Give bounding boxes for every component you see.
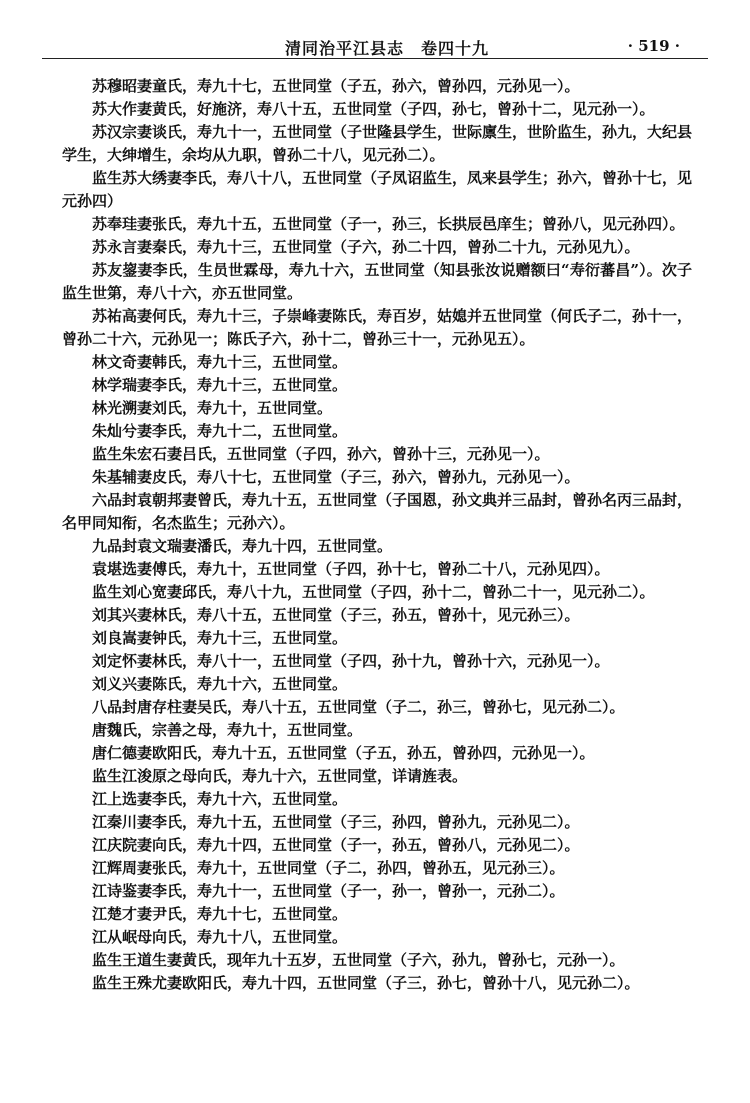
entry: 林光溯妻刘氏，寿九十，五世同堂。: [92, 399, 333, 417]
entry: 刘良嵩妻钟氏，寿九十三，五世同堂。: [92, 629, 348, 647]
entry: 朱灿兮妻李氏，寿九十二，五世同堂。: [92, 422, 348, 440]
entry: 林文奇妻韩氏，寿九十三，五世同堂。: [92, 353, 348, 371]
entry: 监生苏大绣妻李氏，寿八十八，五世同堂（子凤诏监生，凤来县学生；孙六，曾孙十七，见元孙四）: [62, 169, 693, 210]
entry: 朱基辅妻皮氏，寿八十七，五世同堂（子三，孙六，曾孙九，元孙见一）。: [92, 468, 580, 486]
entry: 江辉周妻张氏，寿九十，五世同堂（子二，孙四，曾孙五，见元孙三）。: [92, 859, 565, 877]
entry: 刘义兴妻陈氏，寿九十六，五世同堂。: [92, 675, 348, 693]
entry: 刘其兴妻林氏，寿八十五，五世同堂（子三，孙五，曾孙十，见元孙三）。: [92, 606, 580, 624]
entry: 苏汉宗妻谈氏，寿九十一，五世同堂（子世隆县学生，世际廪生，世阶监生，孙九，大纪县学生，大绅增生，余均从九职，曾孙二十八，见元孙二）。: [62, 123, 693, 164]
page-header: [30, 34, 720, 60]
page-number: · 519 ·: [627, 37, 680, 55]
entry: 苏大作妻黄氏，好施济，寿八十五，五世同堂（子四，孙七，曾孙十二，见元孙一）。: [92, 100, 655, 118]
entry: 八品封唐存柱妻吴氏，寿八十五，五世同堂（子二，孙三，曾孙七，见元孙二）。: [92, 698, 625, 716]
entry: 苏穆昭妻童氏，寿九十七，五世同堂（子五，孙六，曾孙四，元孙见一）。: [92, 77, 580, 95]
entry: 江庆院妻向氏，寿九十四，五世同堂（子一，孙五，曾孙八，元孙见二）。: [92, 836, 580, 854]
entry: 江上选妻李氏，寿九十六，五世同堂。: [92, 790, 348, 808]
entry: 袁堪选妻傅氏，寿九十，五世同堂（子四，孙十七，曾孙二十八，元孙见四）。: [92, 560, 610, 578]
entry: 苏友鋆妻李氏，生员世霖母，寿九十六，五世同堂（知县张汝说赠额曰“寿衍蕃昌”）。次子监生世第，寿八十六，亦五世同堂。: [62, 261, 692, 302]
entry: 苏永言妻秦氏，寿九十三，五世同堂（子六，孙二十四，曾孙二十九，元孙见九）。: [92, 238, 640, 256]
entry: 苏奉珪妻张氏，寿九十五，五世同堂（子一，孙三，长拱辰邑庠生；曾孙八，见元孙四）。: [92, 215, 685, 233]
entry: 唐仁德妻欧阳氏，寿九十五，五世同堂（子五，孙五，曾孙四，元孙见一）。: [92, 744, 595, 762]
entry: 刘定怀妻林氏，寿八十一，五世同堂（子四，孙十九，曾孙十六，元孙见一）。: [92, 652, 610, 670]
header-title: 清同治平江县志 卷四十九: [285, 39, 490, 58]
entry: 江从岷母向氏，寿九十八，五世同堂。: [92, 928, 348, 946]
entry: 江楚才妻尹氏，寿九十七，五世同堂。: [92, 905, 348, 923]
entry: 林学瑞妻李氏，寿九十三，五世同堂。: [92, 376, 348, 394]
entry: 监生江浚原之母向氏，寿九十六，五世同堂，详请旌表。: [92, 767, 468, 785]
entry: 监生刘心宽妻邱氏，寿八十九，五世同堂（子四，孙十二，曾孙二十一，见元孙二）。: [92, 583, 655, 601]
header-rule: [42, 58, 708, 59]
entry: 唐魏氏，宗善之母，寿九十，五世同堂。: [92, 721, 363, 739]
entry: 监生王殊尤妻欧阳氏，寿九十四，五世同堂（子三，孙七，曾孙十八，见元孙二）。: [92, 974, 640, 992]
entry: 江秦川妻李氏，寿九十五，五世同堂（子三，孙四，曾孙九，元孙见二）。: [92, 813, 580, 831]
text-body: [62, 75, 692, 995]
entry: 江诗鉴妻李氏，寿九十一，五世同堂（子一，孙一，曾孙一，元孙二）。: [92, 882, 565, 900]
entry: 苏祐高妻何氏，寿九十三，子崇峰妻陈氏，寿百岁，姑媳并五世同堂（何氏子二，孙十一，曾孙二十六，元孙见一；陈氏子六，孙十二，曾孙三十一，元孙见五）。: [62, 307, 693, 348]
entry: 监生王道生妻黄氏，现年九十五岁，五世同堂（子六，孙九，曾孙七，元孙一）。: [92, 951, 625, 969]
entry: 六品封袁朝邦妻曾氏，寿九十五，五世同堂（子国恩，孙文典并三品封，曾孙名丙三品封，名甲同知衔，名杰监生；元孙六）。: [62, 491, 693, 532]
entry: 监生朱宏石妻吕氏，五世同堂（子四，孙六，曾孙十三，元孙见一）。: [92, 445, 550, 463]
entry: 九品封袁文瑞妻潘氏，寿九十四，五世同堂。: [92, 537, 393, 555]
